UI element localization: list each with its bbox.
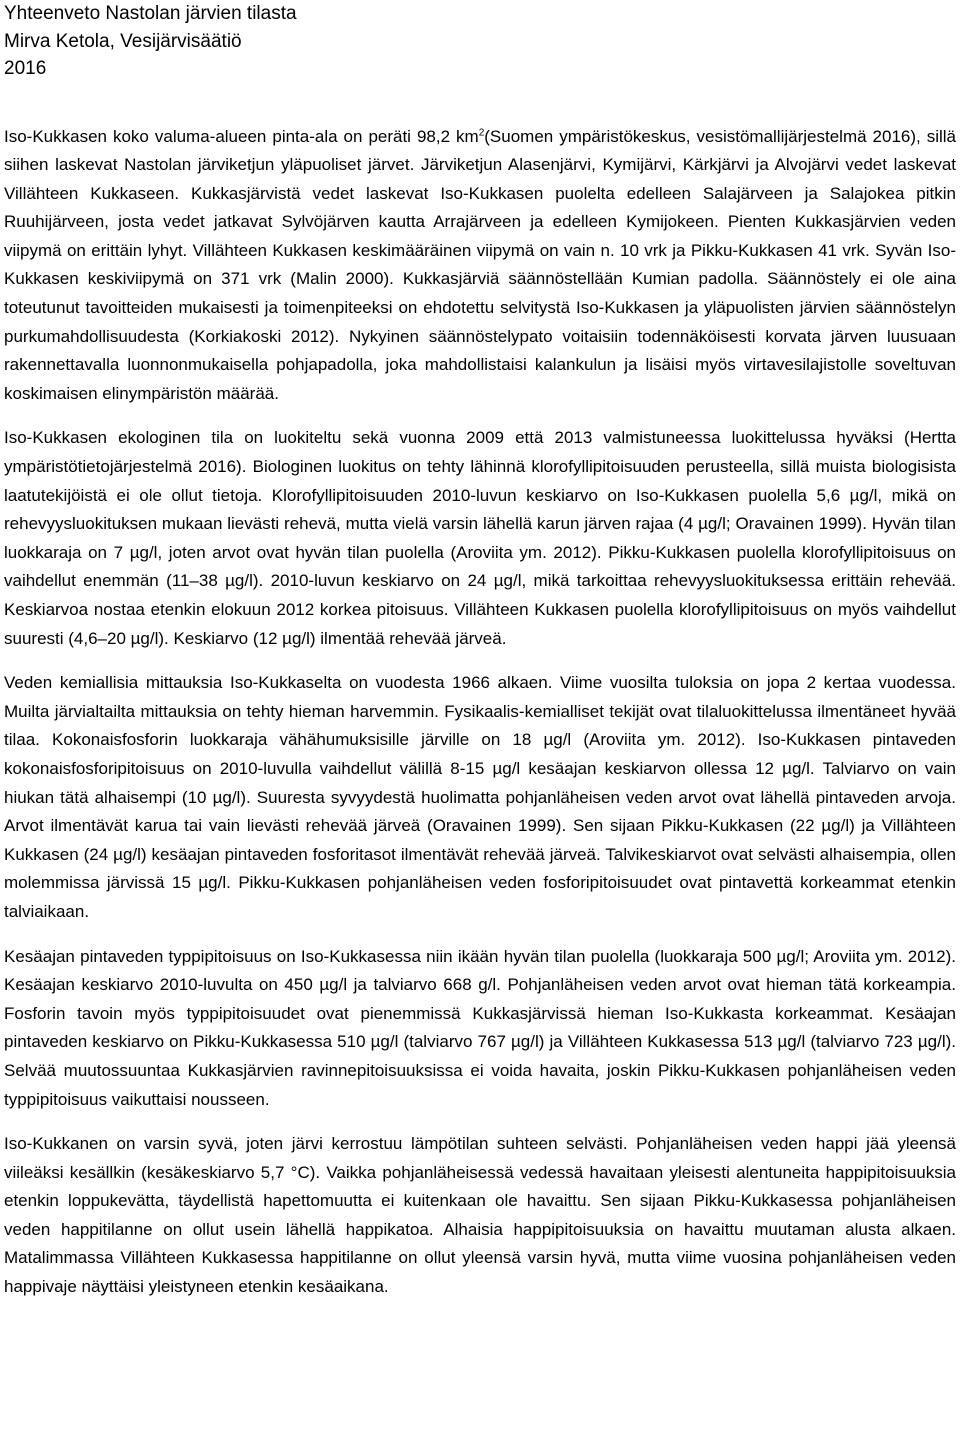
superscript-two: 2: [478, 126, 485, 138]
paragraph-catchment-text-start: Iso-Kukkasen koko valuma-alueen pinta-ala on peräti 98,2 km: [4, 126, 479, 146]
document-year: 2016: [4, 58, 47, 79]
document-body: [4, 123, 956, 1302]
paragraph-ecological-status: Iso-Kukkasen ekologinen tila on luokiteltu sekä vuonna 2009 että 2013 valmistuneessa luokittelussa hyväksi (Hertta ympäristötietojärjestelmä 2016). Biologinen luokitus on tehty lähinnä klorofyllipitoisuuden perusteella, sillä muista biologisista laatutekijöistä ei ole ollut tietoja. Klorofyllipitoisuuden 2010-luvun keskiarvo on Iso-Kukkasen puolella 5,6 µg/l, mikä on rehevyysluokituksen mukaan lievästi rehevä, mutta vielä varsin lähellä karun järven rajaa (4 µg/l; Oravainen 1999). Hyvän tilan luokkaraja on 7 µg/l, joten arvot ovat hyvän tilan puolella (Aroviita ym. 2012). Pikku-Kukkasen puolella klorofyllipitoisuus on vaihdellut enemmän (11–38 µg/l). 2010-luvun keskiarvo on 24 µg/l, mikä tarkoittaa rehevyysluokituksessa erittäin rehevää. Keskiarvoa nostaa etenkin elokuun 2012 korkea pitoisuus. Villähteen Kukkasen puolella klorofyllipitoisuus on myös vaihdellut suuresti (4,6–20 µg/l). Keskiarvo (12 µg/l) ilmentää rehevää järveä.: [4, 428, 956, 648]
paragraph-phosphorus: Veden kemiallisia mittauksia Iso-Kukkaselta on vuodesta 1966 alkaen. Viime vuosilta tuloksia on jopa 2 kertaa vuodessa. Muilta järvialtailta mittauksia on tehty hieman harvemmin. Fysikaalis-kemialliset tekijät ovat tilaluokittelussa ilmentäneet hyvää tilaa. Kokonaisfosforin luokkaraja vähähumuksisille järville on 18 µg/l (Aroviita ym. 2012). Iso-Kukkasen pintaveden kokonaisfosforipitoisuus on 2010-luvulla vaihdellut välillä 8-15 µg/l kesäajan keskiarvon ollessa 12 µg/l. Talviarvo on vain hiukan tätä alhaisempi (10 µg/l). Suuresta syvyydestä huolimatta pohjanläheisen veden arvot ovat lähellä pintaveden arvoja. Arvot ilmentävät karua tai vain lievästi rehevää järveä (Oravainen 1999). Sen sijaan Pikku-Kukkasen (22 µg/l) ja Villähteen Kukkasen (24 µg/l) kesäajan pintaveden fosforitasot ilmentävät rehevää järveä. Talvikeskiarvot ovat selvästi alhaisempia, ollen molemmissa järvissä 15 µg/l. Pikku-Kukkasen pohjanläheisen veden fosforipitoisuudet ovat pintavettä korkeammat etenkin talviaikaan.: [4, 673, 956, 921]
paragraph-catchment: [4, 123, 956, 409]
paragraph-nitrogen: Kesäajan pintaveden typpipitoisuus on Iso-Kukkasessa niin ikään hyvän tilan puolella (luokkaraja 500 µg/l; Aroviita ym. 2012). Kesäajan keskiarvo 2010-luvulta on 450 µg/l ja talviarvo 668 g/l. Pohjanläheisen veden arvot ovat hieman tätä korkeampia. Fosforin tavoin myös typpipitoisuudet ovat pienemmissä Kukkasjärvissä hieman Iso-Kukkasta korkeammat. Kesäajan pintaveden keskiarvo on Pikku-Kukkasessa 510 µg/l (talviarvo 767 µg/l) ja Villähteen Kukkasessa 513 µg/l (talviarvo 723 µg/l). Selvää muutossuuntaa Kukkasjärvien ravinnepitoisuuksissa ei voida havaita, joskin Pikku-Kukkasen pohjanläheisen veden typpipitoisuus vaikuttaisi nousseen.: [4, 946, 956, 1109]
paragraph-oxygen: Iso-Kukkanen on varsin syvä, joten järvi kerrostuu lämpötilan suhteen selvästi. Pohjanläheisen veden happi jää yleensä viileäksi kesällkin (kesäkeskiarvo 5,7 °C). Vaikka pohjanläheisessä vedessä havaitaan yleisesti alentuneita happipitoisuuksia etenkin loppukevätta, täydellistä hapettomuutta ei kuitenkaan ole havaittu. Sen sijaan Pikku-Kukkasessa pohjanläheisen veden happitilanne on ollut usein lähellä happikatoa. Alhaisia happipitoisuuksia on havaittu muutaman alusta alkaen. Matalimmassa Villähteen Kukkasessa happitilanne on ollut yleensä varsin hyvä, mutta viime vuosina pohjanläheisen veden happivaje näyttäisi yleistyneen etenkin kesäaikana.: [4, 1134, 956, 1297]
document-title: Yhteenveto Nastolan järvien tilasta: [4, 3, 297, 24]
document-author: Mirva Ketola, Vesijärvisäätiö: [4, 30, 242, 52]
document-header: [4, 0, 956, 83]
paragraph-catchment-text-rest: (Suomen ympäristökeskus, vesistömallijärjestelmä 2016), sillä siihen laskevat Nastolan järviketjun yläpuoliset järvet. Järviketjun Alasenjärvi, Kymijärvi, Kärkjärvi ja Alvojärvi vedet laskevat Villähteen Kukkaseen. Kukkasjärvistä vedet laskevat Iso-Kukkasen puolelta edelleen Salajärveen ja Salajokea pitkin Ruuhijärveen, josta vedet jatkavat Sylvöjärven kautta Arrajärveen ja edelleen Kymijokeen. Pienten Kukkasjärvien veden viipymä on erittäin lyhyt. Villähteen Kukkasen keskimääräinen viipymä on vain n. 10 vrk ja Pikku-Kukkasen 41 vrk. Syvän Iso-Kukkasen keskiviipymä on 371 vrk (Malin 2000). Kukkasjärviä säännöstellään Kumian padolla. Säännöstely ei ole aina toteutunut tavoitteiden mukaisesti ja toimenpiteeksi on ehdotettu selvitystä Iso-Kukkasen ja yläpuolisten järvien säännöstelyn purkumahdollisuudesta (Korkiakoski 2012). Nykyinen säännöstelypato voitaisiin todennäköisesti korvata järven luusuaan rakennettavalla luonnonmukaisella pohjapadolla, joka mahdollistaisi kalankulun ja lisäisi myös virtavesilajistolle soveltuvan koskimaisen elinympäristön määrää.: [4, 126, 957, 403]
